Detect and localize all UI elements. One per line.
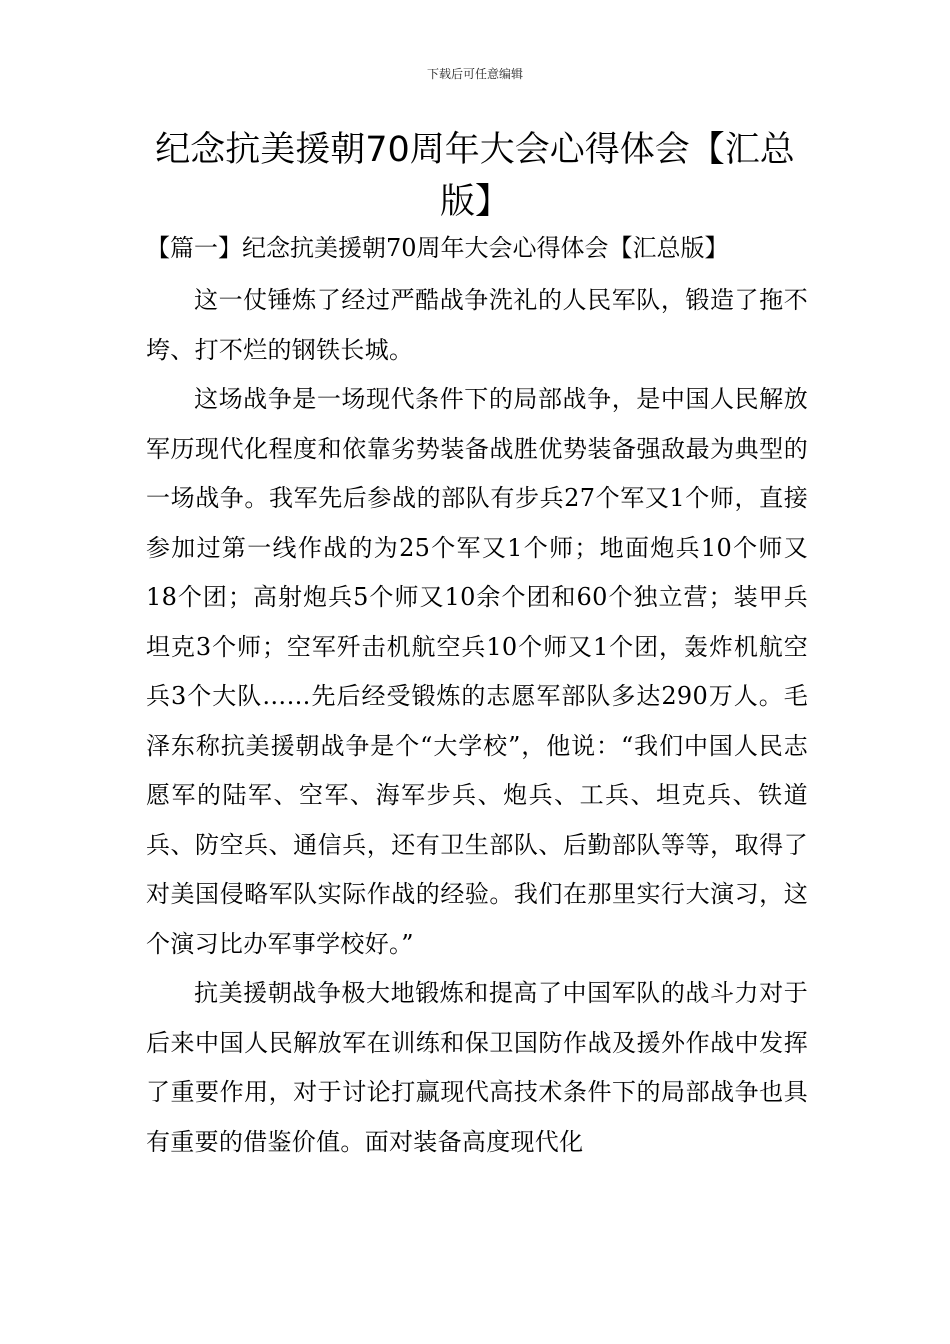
section-heading: 【篇一】纪念抗美援朝70周年大会心得体会【汇总版】 <box>146 234 729 262</box>
paragraph-1: 这一仗锤炼了经过严酷战争洗礼的人民军队，锻造了拖不垮、打不烂的钢铁长城。 <box>146 286 808 364</box>
paragraph-2: 这场战争是一场现代条件下的局部战争，是中国人民解放军历现代化程度和依靠劣势装备战胜优势装备强敌最为典型的一场战争。我军先后参战的部队有步兵27个军又1个师，直接参加过第一线作战的为25个军又1个师；地面炮兵10个师又18个团；高射炮兵5个师又10余个团和60个独立营；装甲兵坦克3个师；空军歼击机航空兵10个师又1个团，轰炸机航空兵3个大队……先后经受锻炼的志愿军部队多达290万人。毛泽东称抗美援朝战争是个“大学校”，他说：“我们中国人民志愿军的陆军、空军、海军步兵、炮兵、工兵、坦克兵、铁道兵、防空兵、通信兵，还有卫生部队、后勤部队等等，取得了对美国侵略军队实际作战的经验。我们在那里实行大演习，这个演习比办军事学校好。” <box>146 385 808 958</box>
document-title: 纪念抗美援朝70周年大会心得体会【汇总版】 <box>155 130 795 222</box>
document-body <box>146 276 808 1167</box>
paragraph-3: 抗美援朝战争极大地锻炼和提高了中国军队的战斗力对于后来中国人民解放军在训练和保卫国防作战及援外作战中发挥了重要作用，对于讨论打赢现代高技术条件下的局部战争也具有重要的借鉴价值。面对装备高度现代化 <box>146 979 808 1156</box>
header-note: 下载后可任意编辑 <box>426 67 523 81</box>
